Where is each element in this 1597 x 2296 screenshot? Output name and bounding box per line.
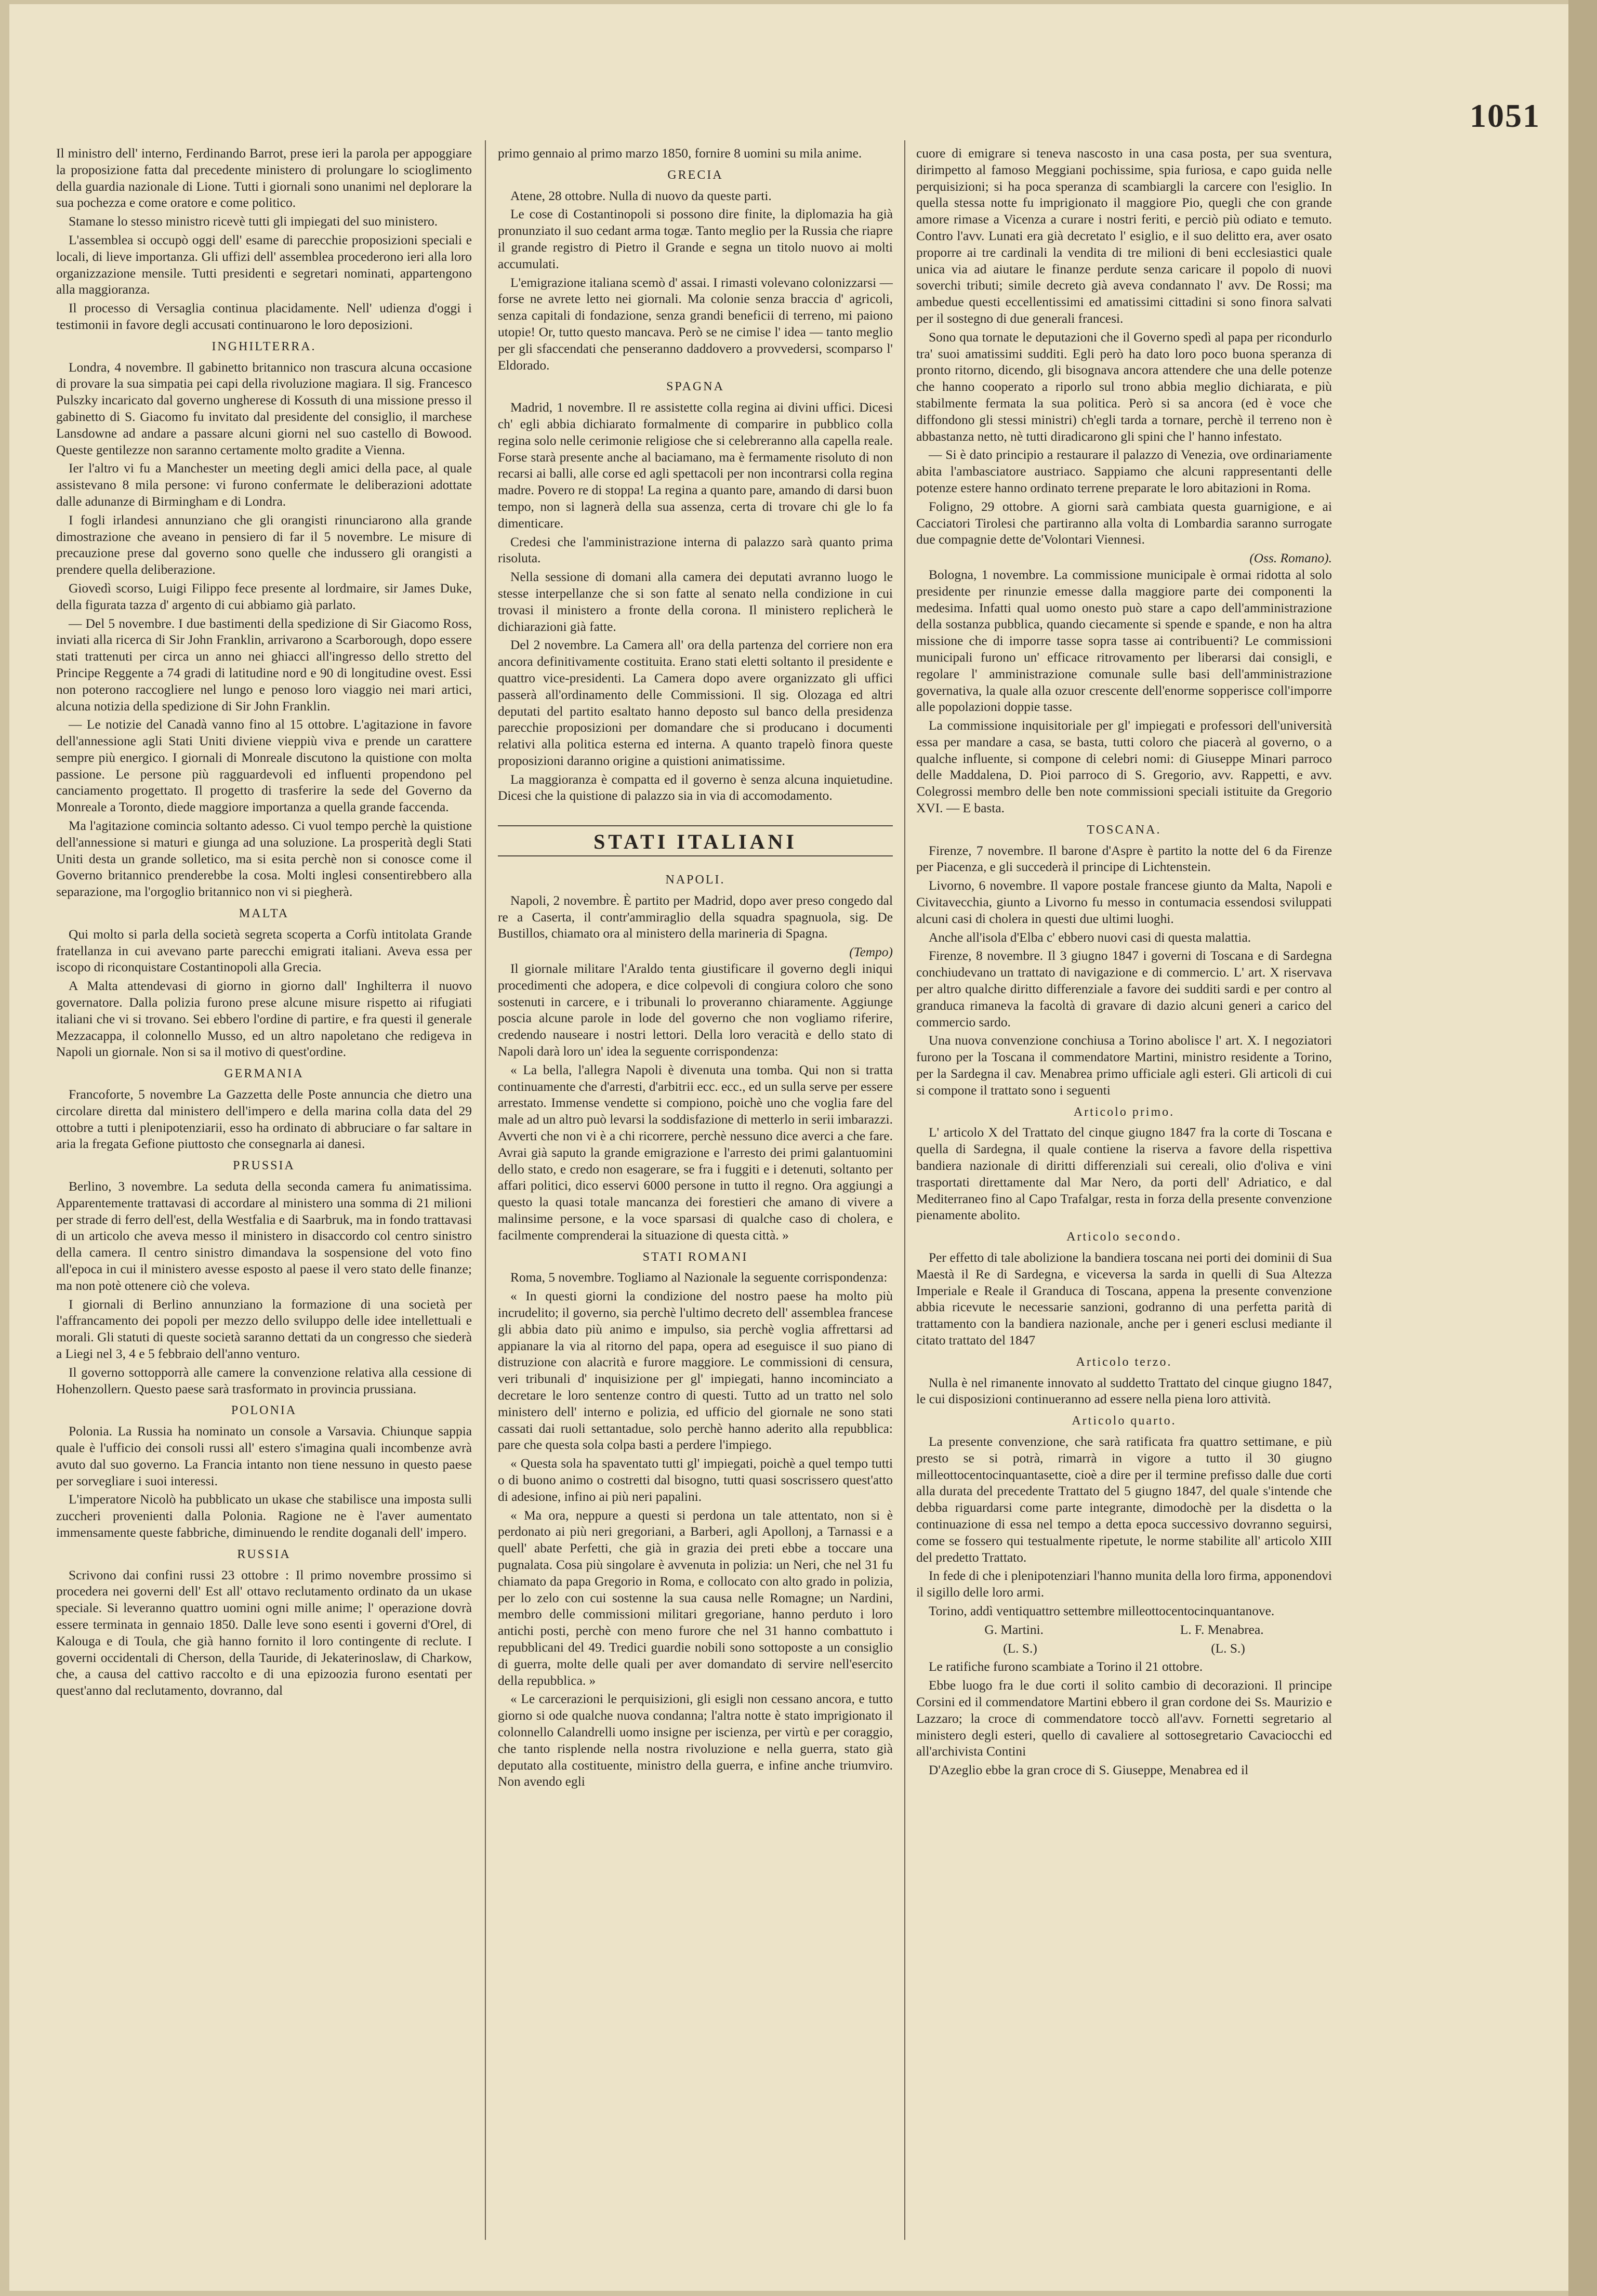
paragraph: Le cose di Costantinopoli si possono dire finite, la diplomazia ha già pronunziato il suo cedant arma togæ. Tanto meglio per la Russia che riapre il grande registro di Pietro il Grande e segna un titolo nuovo ai molti accumulati. (498, 207, 893, 271)
paragraph: Scrivono dai confini russi 23 ottobre : Il primo novembre prossimo si procedera nei governi dell' Est all' ottavo reclutamento ordinato da un ukase speciale. Si leveranno quattro uomini ogni mille anime; l' operazione dovrà essere terminata in gennaio 1850. Dalle leve sono esenti i governi d'Orel, di Kalouga e di Toula, che già hanno fornito il loro contingente di reclute. I governi occidentali di Cherson, della Tauride, di Jekaterinoslaw, di Charkow, che, a causa del cattivo raccolto e di una epizoozia furono esentati per quest'anno dal reclutamento, dovranno, dal (56, 1567, 472, 1698)
signatures (916, 1622, 1332, 1639)
paragraph: « La bella, l'allegra Napoli è divenuta una tomba. Qui non si tratta continuamente che d'arresti, d'arbitrii ecc. ecc., ed un sulla serve per essere arrestato. Immense vendette si compiono, poichè uno che voglia fare del male ad un altro può levarsi la soddisfazione di metterlo in serii imbarazzi. Avverti che non vi è a chi ricorrere, perchè nessuno dice averci a che fare. Avrai già saputo la grande emigrazione e l'arresto dei primi galantuomini dello stato, e credo non esagerare, se fra i fuggiti e i detenuti, soltanto per affari politici, dico esservi 6000 persone in tutto il regno. Ora aggiungi a questo la quasi totale mancanza dei forestieri che amano di vivere a malinsime persone, e la voce sparsasi di qualche caso di cholera, e facilmente comprenderai la situazione di questa città. » (498, 1062, 893, 1243)
seal-mark: (L. S.) (1003, 1641, 1037, 1656)
paragraph: Bologna, 1 novembre. La commissione municipale è ormai ridotta al solo presidente per rinunzie emesse dalla maggiore parte dei componenti la medesima. Infatti qual uomo onesto può stare a capo dell'amministrazione della sostanza pubblica, quando ciecamente si spende e spande, e non ha altra missione che di imporre tasse sopra tasse ai contribuenti? Le commissioni municipali furono un' efficace ritrovamento per liberarsi dai consigli, e regolare l' amministrazione comunale sulle basi dell'amministrazione governativa, la quale alla ozuor crescente dell'enorme sopperisce coll'imporre alle popolazioni doppie tasse. (916, 567, 1332, 715)
paragraph: — Si è dato principio a restaurare il palazzo di Venezia, ove ordinariamente abita l'ambasciatore austriaco. Sappiamo che alcuni rappresentanti delle potenze estere hanno ordinato terrene preparate le loro abitazioni in Roma. (916, 447, 1332, 495)
paragraph: L'imperatore Nicolò ha pubblicato un ukase che stabilisce una imposta sulli zuccheri provenienti dalla Polonia. Ragione ne è l'aver aumentato immensamente queste fabbriche, diminuendo le rendite doganali dell' impero. (56, 1492, 472, 1540)
newspaper-page (9, 4, 1568, 2291)
paragraph: Livorno, 6 novembre. Il vapore postale francese giunto da Malta, Napoli e Civitavecchia, giunto a Livorno fu messo in contumacia essendosi sviluppati alcuni casi di cholera in questi due ultimi luoghi. (916, 878, 1332, 926)
section-title-stati-italiani: STATI ITALIANI (498, 825, 893, 856)
section-heading: TOSCANA. (1087, 823, 1162, 837)
paragraph: Una nuova convenzione conchiusa a Torino abolisce l' art. X. I negoziatori furono per la Toscana il commendatore Martini, ministro residente a Torino, per la Sardegna il cav. Menabrea primo ufficiale agli esteri. Gli articoli di cui si compone il trattato sono i seguenti (916, 1033, 1332, 1098)
article-heading: Articolo secondo. (1066, 1230, 1182, 1244)
section-heading: SPAGNA (666, 380, 724, 394)
paragraph: La presente convenzione, che sarà ratificata fra quattro settimane, e più presto se si potrà, rimarrà in vigore a tutto il 30 giugno milleottocentocinquantasette, cioè a dire per il termine prefisso dalle due corti alla durata del precedente Trattato del 5 giugno 1847, del quale s'intende che debba riguardarsi come parte integrante, dimodochè per la disdetta o la continuazione di essa nel tempo a detta epoca successivo dovranno seguirsi, come se fossero qui testualmente ripetute, le norme stabilite all' articolo XIII del predetto Trattato. (916, 1434, 1332, 1565)
paragraph: Londra, 4 novembre. Il gabinetto britannico non trascura alcuna occasione di provare la sua simpatia pei capi della rivoluzione magiara. Il sig. Francesco Pulszky incaricato dal governo ungherese di Kossuth di una missione presso il gabinetto di S. Giacomo fu invitato dal presidente del consiglio, il marchese Lansdowne ad andare a passare alcuni giorni nel suo castello di Bowood. Queste gentilezze non saranno certamente molto gradite a Vienna. (56, 360, 472, 457)
paragraph: Napoli, 2 novembre. È partito per Madrid, dopo aver preso congedo dal re a Caserta, il contr'ammiraglio della squadra spagnuola, sig. De Bustillos, chiamato ora al ministero della marineria di Spagna. (498, 893, 893, 941)
column-2 (498, 146, 893, 2240)
paragraph: L'assemblea si occupò oggi dell' esame di parecchie proposizioni speciali e locali, di lieve importanza. Gli uffizi dell' assemblea procederono ieri alla loro organizzazione mensile. Tutti presidenti e segretari nominati, appartengono alla maggioranza. (56, 232, 472, 297)
paragraph: Torino, addì ventiquattro settembre milleottocentocinquantanove. (929, 1603, 1275, 1618)
paragraph: Per effetto di tale abolizione la bandiera toscana nei porti dei dominii di Sua Maestà il Re di Sardegna, e viceversa la sarda in quelli di Sua Altezza Imperiale e Reale il Granduca di Toscana, appena la presente convenzione abbia ricevute le necessarie sanzioni, godranno di una perfetta parità di trattamento con la bandiera nazionale, anche per i generi esclusi mediante il citato trattato del 1847 (916, 1250, 1332, 1348)
paragraph: Firenze, 8 novembre. Il 3 giugno 1847 i governi di Toscana e di Sardegna conchiudevano un trattato di navigazione e di commercio. L' art. X riservava per altro qualche diritto differenziale a favore dei sudditi sardi e per contro al granduca rimaneva la facoltà di gravare di dazio alcuni generi a carico del commercio sardo. (916, 948, 1332, 1030)
paragraph: I fogli irlandesi annunziano che gli orangisti rinunciarono alla grande dimostrazione che aveano in pensiero di far il 5 novembre. Le misure di precauzione prese dal governo sono quelle che indussero gli orangisti a prendere quella deliberazione. (56, 512, 472, 577)
paragraph: primo gennaio al primo marzo 1850, fornire 8 uomini su mila anime. (498, 146, 862, 161)
paragraph: Sono qua tornate le deputazioni che il Governo spedì al papa per ricondurlo tra' suoi amatissimi sudditi. Egli però ha dato loro poco buona speranza di pronto ritorno, dicendo, gli bisognava ancora attendere che una delle potenze che hanno cooperato a riporlo sul trono abbia meglio dichiarata, e più stabilmente fermata la sua politica. Però si sa ancora (ed è voce che diffondono gli stessi ministri) ch'egli tarda a tornare, perchè il terreno non è abbastanza netto, nè tutti diradicarono gli spini che l' hanno infestato. (916, 329, 1332, 444)
paragraph: Atene, 28 ottobre. Nulla di nuovo da queste parti. (510, 188, 772, 203)
paragraph: In fede di che i plenipotenziari l'hanno munita della loro firma, apponendovi il sigillo delle loro armi. (916, 1568, 1332, 1600)
signature-martini: G. Martini. (984, 1622, 1044, 1637)
page-number: 1051 (1470, 97, 1540, 134)
seal-mark: (L. S.) (1211, 1641, 1245, 1656)
section-heading: NAPOLI. (665, 873, 725, 887)
paragraph: Ebbe luogo fra le due corti il solito cambio di decorazioni. Il principe Corsini ed il commendatore Martini ebbero il gran cordone dei Ss. Maurizio e Lazzaro; la croce di commendatore toccò all'avv. Fornetti segretario al ministero degli esteri, quello di cavaliere al sottosegretario Cavaciocchi ed all'archivista Contini (916, 1678, 1332, 1759)
paragraph: La commissione inquisitoriale per gl' impiegati e professori dell'università essa per mandare a casa, se basta, tutti coloro che piacerà al governo, o a qualche influente, si compone di celebri nomi: di Giuseppe Minari parroco delle Maddalena, D. Pioi parroco di S. Gregorio, avv. Rappetti, e avv. Colegrossi membro delle ben note commissioni speciali istituite da Gregorio XVI. — E basta. (916, 718, 1332, 816)
paragraph: Ma l'agitazione comincia soltanto adesso. Ci vuol tempo perchè la quistione dell'annessione si maturi e giunga ad una soluzione. La prosperità degli Stati Uniti desta un grande solletico, ma si esita perchè non si conosce come il Governo britannico prenderebbe la cosa. Molti inglesi consentirebbero alla separazione, ma l'orgoglio britannico non vi si piegherà. (56, 819, 472, 900)
section-heading: MALTA (239, 907, 289, 921)
paragraph: — Del 5 novembre. I due bastimenti della spedizione di Sir Giacomo Ross, inviati alla ricerca di Sir John Franklin, arrivarono a Scarborough, dopo essere stati trattenuti per circa un anno nei ghiacci all'ingresso dello stretto del Principe Reggente a 74 gradi di latitudine nord e 90 di longitudine ovest. Essi non poterono raccogliere nel lungo e penoso loro viaggio nei mari artici, alcuna notizia della spedizione di Sir John Franklin. (56, 616, 472, 714)
paragraph: Madrid, 1 novembre. Il re assistette colla regina ai divini uffici. Dicesi ch' egli abbia dichiarato formalmente di comparire in pubblico colla regina solo nelle cerimonie religiose che si celebreranno alla capella reale. Forse starà presente anche al baciamano, ma è fermamente risoluto di non recarsi ai balli, alle corse ed agli spettacoli per non incontrarsi colla regina madre. Povero re di stoppa! La regina a quanto pare, amando di darsi buon tempo, non si lagnerà della sua assenza, certa di trovare chi gle lo fa dimenticare. (498, 400, 893, 531)
paragraph: L' articolo X del Trattato del cinque giugno 1847 fra la corte di Toscana e quella di Sardegna, il quale contiene la riserva a favore della rispettiva bandiera nazionale di diritti differenziali sui cereali, olio d'oliva e vini trasportati direttamente dal Mar Nero, da porti dell' Adriatico, e dal Mediterraneo fino al Capo Trafalgar, resta in forza della presente convenzione pienamente abolito. (916, 1125, 1332, 1223)
source-attribution: (Oss. Romano). (1249, 551, 1332, 566)
paragraph: Polonia. La Russia ha nominato un console a Varsavia. Chiunque sappia quale è l'ufficio dei consoli russi all' estero s'imagina quali incombenze avrà avuto dal suo governo. La Francia intanto non tiene nessuno in questo paese per sorvegliare i suoi interessi. (56, 1424, 472, 1488)
paragraph: Firenze, 7 novembre. Il barone d'Aspre è partito la notte del 6 da Firenze per Piacenza, e gli succederà il principe di Lichtenstein. (916, 843, 1332, 875)
section-heading: INGHILTERRA. (212, 339, 316, 353)
section-heading: GRECIA (667, 168, 723, 182)
paragraph: Francoforte, 5 novembre La Gazzetta delle Poste annuncia che dietro una circolare diretta dal ministero dell'impero e della marina colla data del 29 ottobre a tutti i plenipotenziarii, esso ha ordinato di abbruciare o far saltare in aria la fregata Gefione piuttosto che consegnarla ai danesi. (56, 1087, 472, 1152)
section-heading: POLONIA (231, 1404, 297, 1418)
paragraph: Berlino, 3 novembre. La seduta della seconda camera fu animatissima. Apparentemente trattavasi di accordare al ministero una somma di 21 milioni per strade di ferro dell'est, della Westfalia e di Saarbruk, ma in fondo trattavasi di un articolo che aveva messo il ministero in disaccordo col centro sinistro della camera. Il centro sinistro dimandava la sospensione del voto fino all'epoca in cui il ministero avesse esposto al paese il vero stato delle finanze; ma non potè ottenere ciò che voleva. (56, 1179, 472, 1293)
column-1 (56, 146, 472, 2240)
paragraph: Anche all'isola d'Elba c' ebbero nuovi casi di questa malattia. (929, 930, 1251, 945)
paragraph: I giornali di Berlino annunziano la formazione di una società per l'affrancamento dei popoli per mezzo dello sviluppo delle idee intellettuali e morali. Gli statuti di queste società saranno dettati da un congresso che siederà a Liegi nel 3, 4 e 5 febbraio dell'anno venturo. (56, 1297, 472, 1361)
paragraph: La maggioranza è compatta ed il governo è senza alcuna inquietudine. Dicesi che la quistione di palazzo sia in via di accomodamento. (498, 772, 893, 803)
paragraph: « Questa sola ha spaventato tutti gl' impiegati, poichè a quel tempo tutti o di buono animo o costretti dal bisogno, tutti quasi soscrissero quest'atto di adesione, infino ai più neri papalini. (498, 1456, 893, 1504)
paragraph: Giovedì scorso, Luigi Filippo fece presente al lordmaire, sir James Duke, della figurata tazza d' argento di cui abbiamo già parlato. (56, 580, 472, 612)
paragraph: Nulla è nel rimanente innovato al suddetto Trattato del cinque giugno 1847, le cui disposizioni continueranno ad essere nella piena loro attività. (916, 1375, 1332, 1407)
source-attribution: (Tempo) (849, 945, 893, 960)
section-heading: STATI ROMANI (642, 1250, 748, 1264)
paragraph: Roma, 5 novembre. Togliamo al Nazionale la seguente corrispondenza: (510, 1270, 888, 1285)
page-edge (1568, 0, 1597, 2296)
paragraph: « In questi giorni la condizione del nostro paese ha molto più incrudelito; il governo, sia perchè l'ultimo decreto dell' assemblea francese gli abbia dato più animo e impulso, sia perchè voglia affrettarsi ad appianare la via al ritorno del papa, opera ad eseguisce il suo piano di distruzione con alacrità e furore maggiore. Le commissioni di censura, veri tribunali d' inquisizione per gl' impiegati, hanno incominciato a decretare le loro sentenze contro di questi. Tutto ad un tratto nel solo ministero dell' interno e polizia, ed ufficio del giornale ne sono stati cassati dai ruoli settantadue, solo perchè hanno aderito alla repubblica: pare che questa sola colpa basti a perdere l'impiego. (498, 1289, 893, 1453)
paragraph: Stamane lo stesso ministro ricevè tutti gli impiegati del suo ministero. (69, 214, 438, 229)
article-heading: Articolo terzo. (1076, 1355, 1172, 1369)
paragraph: Foligno, 29 ottobre. A giorni sarà cambiata questa guarnigione, e ai Cacciatori Tirolesi che partiranno alla volta di Lombardia saranno surrogate due compagnie dette de'Volontari Viennesi. (916, 499, 1332, 547)
paragraph: Credesi che l'amministrazione interna di palazzo sarà quanto prima risoluta. (498, 534, 893, 566)
paragraph: « Ma ora, neppure a questi si perdona un tale attentato, non si è perdonato ai più neri gregoriani, a Barberi, agli Apollonj, a Tarnassi e a quell' abate Perfetti, che già in grazia dei preti ebbe a toccare una pugnalata. Cosa più singolare è avvenuta in polizia: un Neri, che nel 31 fu chiamato da papa Gregorio in Roma, e collocato con alto grado in polizia, per lo zelo con cui sostenne la sua causa nelle Romagne; un Nardini, membro delle commissioni militari gregoriane, hanno perduto i loro antichi posti, perchè con meno furore che nel 31 hanno combattuto i repubblicani del 49. Tredici guardie nobili sono sottoposte a un consiglio di guerra, molte delle quali per aver domandato di servire nell'esercito della repubblica. » (498, 1508, 893, 1688)
paragraph: cuore di emigrare si teneva nascosto in una casa posta, per sua sventura, dirimpetto al famoso Meggiani pochissime, spia furiosa, e capo guida nelle perquisizioni; si ha poca speranza di scambiargli la carcere con l'esiglio. In quella stessa notte fu imprigionato il maggiore Pio, quegli che con grande amore rimase a Vicenza a curare i nostri feriti, e perciò più odiato e temuto. Contro l'avv. Lunati era già decretato l' esiglio, e il suo delitto era, aver osato proporre ai tre cardinali la vendita di tre milioni di beni ecclesiastici quale unica via ad aiutare le finanze perdute senza caricare il popolo di nuovi soverchi tributi; simile decreto già aveva condannato l' avv. De Rossi; ma ambedue questi eccellentissimi ed amatissimi cittadini si sono finora salvati per il sostegno di due generali francesi. (916, 146, 1332, 326)
column-rule (904, 140, 905, 2240)
column-rule (485, 140, 486, 2240)
article-heading: Articolo primo. (1073, 1105, 1175, 1119)
paragraph: « Le carcerazioni le perquisizioni, gli esigli non cessano ancora, e tutto giorno si ode qualche nuova condanna; l'altra notte è stato imprigionato il colonnello Calandrelli uomo insigne per iscienza, per virtù e per coraggio, che tanto risplende nella nostra rivoluzione e nella guerra, stato già deputato alla costituente, ministro della guerra, e infine anche triumviro. Non avendo egli (498, 1692, 893, 1789)
section-heading: RUSSIA (237, 1547, 291, 1561)
paragraph: Il governo sottopporrà alle camere la convenzione relativa alla cessione di Hohenzollern. Questo paese sarà trasformato in provincia prussiana. (56, 1365, 472, 1396)
paragraph: — Le notizie del Canadà vanno fino al 15 ottobre. L'agitazione in favore dell'annessione agli Stati Uniti diviene vieppiù viva e prende un carattere sempre più energico. I giornali di Monreale discutono la quistione con molta passione. Le persone più ragguardevoli ed influenti propendono pel canciamento progettato. Il progetto di trasferire la sede del Governo da Monreale a Toronto, diede maggiore importanza a quella grande faccenda. (56, 717, 472, 815)
seals (916, 1641, 1332, 1657)
signature-menabrea: L. F. Menabrea. (1180, 1622, 1264, 1637)
paragraph: L'emigrazione italiana scemò d' assai. I rimasti volevano colonizzarsi — forse ne avrete letto nei giornali. Ma colonie senza braccia d' agricoli, senza capitali di fondazione, senza grandi beneficii di terreno, mi paiono utopie! Or, tutto questo mancava. Però se ne cimise l' idea — tanto meglio per gli sfaccendati che penseranno daddovero a provvedersi, scomparso l' Eldorado. (498, 275, 893, 373)
paragraph: Del 2 novembre. La Camera all' ora della partenza del corriere non era ancora definitivamente costituita. Erano stati eletti soltanto il presidente e quattro vice-presidenti. La Camera dopo avere organizzato gli uffici passerà all'ordinamento delle Commissioni. Il sig. Olozaga ed altri deputati del partito esaltato hanno deposto sul banco della presidenza parecchie proposizioni per domandare che si producano i documenti relativi alla politica esterna ed interna. A quanto trapelò finora queste proposizioni daranno origine a quistioni animatissime. (498, 638, 893, 768)
paragraph: Il processo di Versaglia continua placidamente. Nell' udienza d'oggi i testimonii in favore degli accusati continuarono le loro deposizioni. (56, 301, 472, 332)
paragraph: Ier l'altro vi fu a Manchester un meeting degli amici della pace, al quale assistevano 8 mila persone: vi furono confermate le deliberazioni adottate dalle adunanze di Birmingham e di Londra. (56, 461, 472, 509)
paragraph: Qui molto si parla della società segreta scoperta a Corfù intitolata Grande fratellanza in cui avevano parte parecchi emigrati italiani. Aveva essa per iscopo di riconquistare Costantinopoli alla Grecia. (56, 927, 472, 975)
paragraph: Il giornale militare l'Araldo tenta giustificare il governo degli iniqui procedimenti che adopera, e dice colpevoli di congiura coloro che sono sostenuti in carcere, e i tribunali lo proveranno chiaramente. Aggiunge poscia alcune parole in lode del governo che non vogliamo riferire, credendo nauseare i nostri lettori. Della loro veracità e dello stato di Napoli darà loro un' idea la seguente corrispondenza: (498, 961, 893, 1059)
paragraph: D'Azeglio ebbe la gran croce di S. Giuseppe, Menabrea ed il (929, 1763, 1249, 1778)
paragraph: A Malta attendevasi di giorno in giorno dall' Inghilterra il nuovo governatore. Dalla polizia furono prese alcune misure rispetto ai rifugiati italiani che vi si trovano. Sei ebbero l'ordine di partire, e fra questi il generale Mezzacappa, il colonnello Musso, ed un altro napoletano che redigeva in Napoli un giornale. Non si sa il motivo di quest'ordine. (56, 979, 472, 1060)
section-heading: PRUSSIA (233, 1159, 295, 1173)
article-heading: Articolo quarto. (1072, 1414, 1177, 1428)
paragraph: Il ministro dell' interno, Ferdinando Barrot, prese ieri la parola per appoggiare la proposizione fatta dal precedente ministero di prolungare lo scioglimento della guardia nazionale di Lione. Tutti i giornali sono unanimi nel deplorare la sua pochezza e come oratore e come politico. (56, 146, 472, 210)
paragraph: Le ratifiche furono scambiate a Torino il 21 ottobre. (929, 1659, 1203, 1674)
column-3 (916, 146, 1332, 2240)
paragraph: Nella sessione di domani alla camera dei deputati avranno luogo le stesse interpellanze che si son fatte al senato nella condizione in cui trovasi il ministero a fronte della corona. Il ministero replicherà le dichiarazioni già fatte. (498, 570, 893, 634)
section-heading: GERMANIA (224, 1067, 304, 1081)
